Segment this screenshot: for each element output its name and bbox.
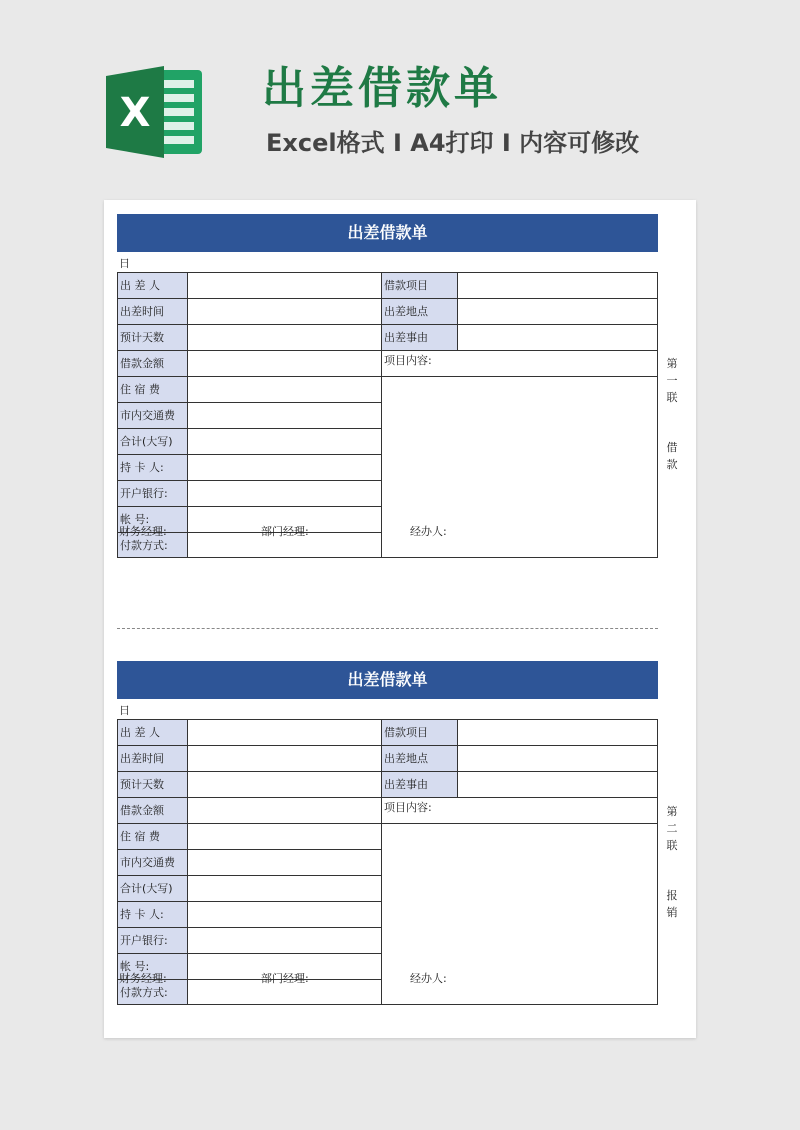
input-lodging-fee[interactable]: [188, 824, 381, 849]
label-project-content: 项目内容:: [384, 801, 432, 814]
label-local-transport: 市内交通费: [118, 403, 187, 428]
input-lodging-fee[interactable]: [188, 377, 381, 402]
label-estimated-days: 预计天数: [118, 772, 187, 797]
input-estimated-days[interactable]: [188, 325, 381, 350]
form-second: [117, 661, 658, 1021]
label-travel-time: 出差时间: [118, 299, 187, 324]
label-local-transport: 市内交通费: [118, 850, 187, 875]
input-traveler[interactable]: [188, 273, 381, 298]
side-char: 第: [666, 357, 678, 370]
form-title: 出差借款单: [117, 214, 658, 252]
input-loan-item[interactable]: [458, 273, 657, 298]
input-traveler[interactable]: [188, 720, 381, 745]
side-char: 联: [666, 391, 678, 404]
label-destination: 出差地点: [382, 299, 457, 324]
label-destination: 出差地点: [382, 746, 457, 771]
input-travel-reason[interactable]: [458, 772, 657, 797]
label-lodging-fee: 住 宿 费: [118, 377, 187, 402]
side-char: 报: [666, 889, 678, 902]
input-cardholder[interactable]: [188, 902, 381, 927]
label-estimated-days: 预计天数: [118, 325, 187, 350]
label-cardholder: 持 卡 人:: [118, 455, 187, 480]
input-loan-amount[interactable]: [188, 351, 381, 376]
input-bank[interactable]: [188, 481, 381, 506]
logo-letter: X: [119, 90, 151, 136]
label-bank: 开户银行:: [118, 481, 187, 506]
hero-subtitle: Excel格式 I A4打印 I 内容可修改: [266, 129, 640, 157]
label-travel-time: 出差时间: [118, 746, 187, 771]
side-label-second: [662, 803, 682, 923]
hero-banner: [0, 0, 800, 200]
label-lodging-fee: 住 宿 费: [118, 824, 187, 849]
input-destination[interactable]: [458, 299, 657, 324]
side-char: 款: [666, 458, 678, 471]
paper-sheet: [104, 200, 696, 1038]
form-first: [117, 214, 658, 574]
label-loan-amount: 借款金额: [118, 798, 187, 823]
label-total-words: 合计(大写): [118, 429, 187, 454]
sig-handler: 经办人:: [410, 972, 447, 985]
sig-department-manager: 部门经理:: [261, 525, 309, 538]
input-local-transport[interactable]: [188, 850, 381, 875]
date-label: 日: [119, 257, 130, 270]
input-loan-amount[interactable]: [188, 798, 381, 823]
input-travel-time[interactable]: [188, 746, 381, 771]
label-total-words: 合计(大写): [118, 876, 187, 901]
label-account: 帐 号:: [118, 954, 187, 979]
input-travel-time[interactable]: [188, 299, 381, 324]
cut-line-divider: [117, 628, 658, 629]
label-travel-reason: 出差事由: [382, 325, 457, 350]
sig-handler: 经办人:: [410, 525, 447, 538]
label-loan-amount: 借款金额: [118, 351, 187, 376]
label-payment-method: 付款方式:: [118, 980, 187, 1004]
sig-finance-manager: 财务经理:: [119, 525, 167, 538]
label-payment-method: 付款方式:: [118, 533, 187, 557]
sig-finance-manager: 财务经理:: [119, 972, 167, 985]
hero-title: 出差借款单: [262, 63, 502, 114]
side-char: 借: [666, 441, 678, 454]
label-loan-item: 借款项目: [382, 720, 457, 745]
side-char: 一: [666, 374, 678, 387]
side-char: 联: [666, 839, 678, 852]
label-travel-reason: 出差事由: [382, 772, 457, 797]
input-travel-reason[interactable]: [458, 325, 657, 350]
input-cardholder[interactable]: [188, 455, 381, 480]
input-bank[interactable]: [188, 928, 381, 953]
input-local-transport[interactable]: [188, 403, 381, 428]
form-title: 出差借款单: [117, 661, 658, 699]
side-char: 销: [666, 906, 678, 919]
input-estimated-days[interactable]: [188, 772, 381, 797]
input-total-words[interactable]: [188, 876, 381, 901]
label-account: 帐 号:: [118, 507, 187, 532]
side-label-first: [662, 355, 682, 475]
label-loan-item: 借款项目: [382, 273, 457, 298]
side-char: 第: [666, 805, 678, 818]
sig-department-manager: 部门经理:: [261, 972, 309, 985]
excel-logo-icon: [104, 62, 204, 162]
label-traveler: 出 差 人: [118, 720, 187, 745]
date-label: 日: [119, 704, 130, 717]
label-project-content: 项目内容:: [384, 354, 432, 367]
label-bank: 开户银行:: [118, 928, 187, 953]
label-traveler: 出 差 人: [118, 273, 187, 298]
input-loan-item[interactable]: [458, 720, 657, 745]
label-cardholder: 持 卡 人:: [118, 902, 187, 927]
input-total-words[interactable]: [188, 429, 381, 454]
side-char: 二: [666, 822, 678, 835]
input-destination[interactable]: [458, 746, 657, 771]
